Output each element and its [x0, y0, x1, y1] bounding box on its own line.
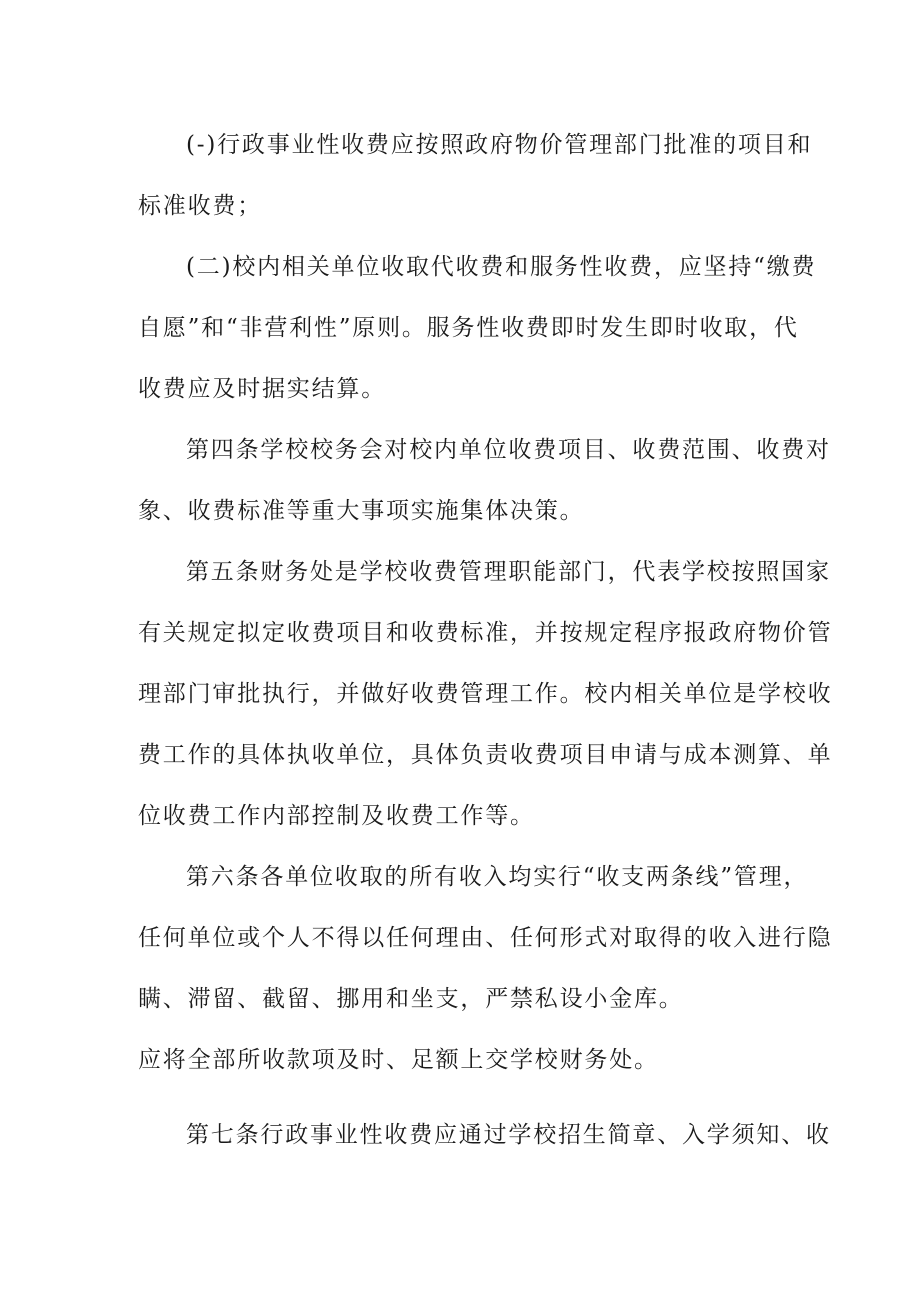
paragraph-2-line-2: 自愿”和“非营利性”原则。服务性收费即时发生即时收取，代 — [138, 315, 799, 341]
article-5-line-5: 位收费工作内部控制及收费工作等。 — [138, 803, 535, 829]
paragraph-1-line-2: 标准收费； — [138, 193, 262, 219]
article-5-line-2: 有关规定拟定收费项目和收费标准，并按规定程序报政府物价管 — [138, 620, 833, 646]
article-5-line-3: 理部门审批执行，并做好收费管理工作。校内相关单位是学校收 — [138, 681, 833, 707]
paragraph-2-line-3: 收费应及时据实结算。 — [138, 376, 386, 402]
standalone-line: 应将全部所收款项及时、足额上交学校财务处。 — [138, 1047, 659, 1073]
article-6-line-3: 瞒、滞留、截留、挪用和坐支，严禁私设小金库。 — [138, 986, 684, 1012]
article-6-line-1: 第六条各单位收取的所有收入均实行“收支两条线”管理， — [186, 864, 809, 890]
paragraph-1-line-1: (-)行政事业性收费应按照政府物价管理部门批准的项目和 — [186, 132, 813, 158]
article-5-line-4: 费工作的具体执收单位，具体负责收费项目申请与成本测算、单 — [138, 742, 833, 768]
article-4-line-2: 象、收费标准等重大事项实施集体决策。 — [138, 498, 585, 524]
article-4-line-1: 第四条学校校务会对校内单位收费项目、收费范围、收费对 — [186, 437, 831, 463]
article-6-line-2: 任何单位或个人不得以任何理由、任何形式对取得的收入进行隐 — [138, 925, 833, 951]
article-5-line-1: 第五条财务处是学校收费管理职能部门，代表学校按照国家 — [186, 559, 831, 585]
paragraph-2-line-1: (二)校内相关单位收取代收费和服务性收费，应坚持“缴费 — [186, 254, 817, 280]
article-7-line-1: 第七条行政事业性收费应通过学校招生简章、入学须知、收 — [186, 1122, 831, 1148]
